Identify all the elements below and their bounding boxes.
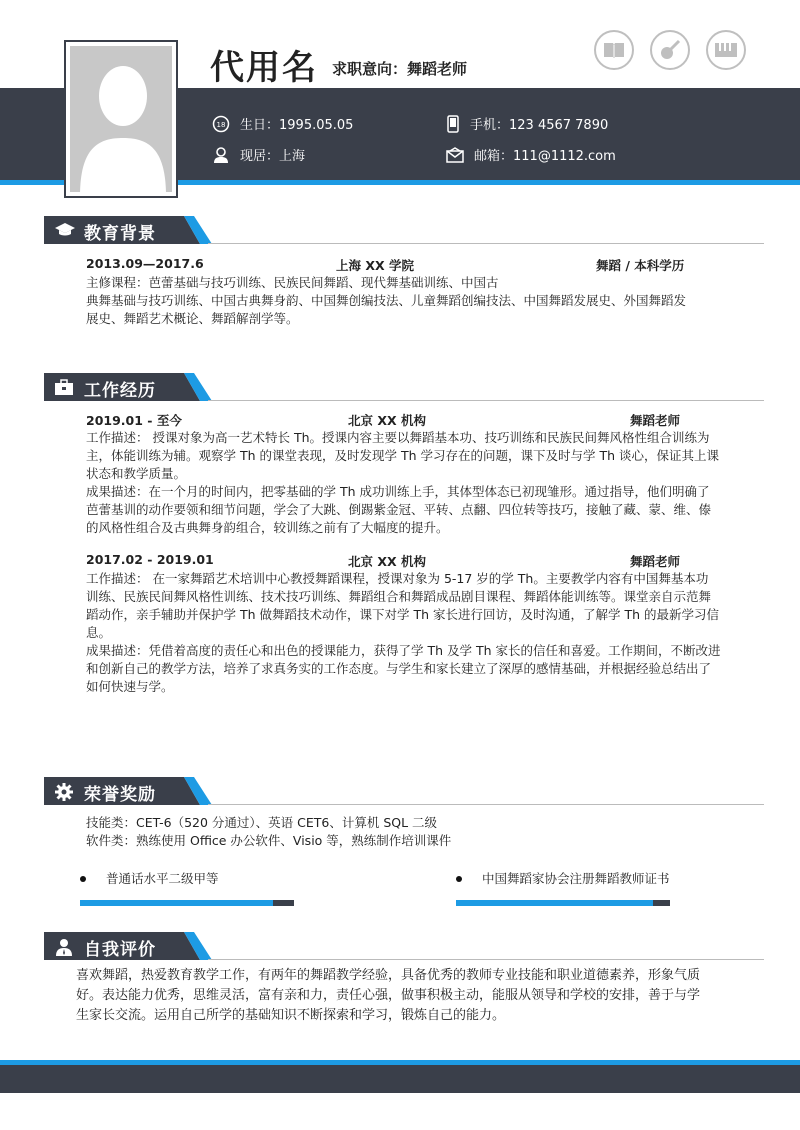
desc-line: 主，体能训练为辅。观察学 Th 的课堂表现，及时发现学 Th 学习存在的问题，课下及时与学 Th 谈心，保证其上课 (86, 448, 720, 463)
courses-line: 展史、舞蹈艺术概论、舞蹈解剖学等。 (86, 311, 299, 326)
job-role: 舞蹈老师 (630, 554, 681, 569)
footer-band (0, 1065, 800, 1093)
email-text: 邮箱：111@1112.com (474, 149, 616, 164)
job-desc-2 (86, 570, 776, 696)
job-row-2 (86, 552, 766, 570)
job-row-1 (86, 411, 766, 429)
desc-line: 和创新自己的教学方法，培养了求真务实的工作态度。与学生和家长建立了深厚的感情基础，并根据经验总结出了 (86, 661, 712, 676)
job-org: 北京 XX 机构 (348, 413, 426, 428)
phone-icon (446, 115, 460, 133)
gear-icon (54, 782, 74, 802)
residence-info (212, 145, 305, 164)
piano-icon (706, 30, 746, 70)
honors-text (86, 814, 776, 850)
courses-line: 典舞基础与技巧训练、中国古典舞身韵、中国舞创编技法、儿童舞蹈创编技法、中国舞蹈发展史、外国舞蹈发 (86, 293, 687, 308)
cert-label: 中国舞蹈家协会注册舞蹈教师证书 (482, 871, 670, 886)
section-honors-header (44, 777, 764, 807)
job-desc-1 (86, 429, 776, 537)
profile-photo (64, 40, 178, 198)
desc-line: 状态和教学质量。 (86, 466, 187, 481)
guitar-icon (650, 30, 690, 70)
desc-line: 息。 (86, 625, 112, 640)
avatar-silhouette-icon (70, 46, 172, 192)
self-line: 生家长交流。运用自己所学的基础知识不断探索和学习，锻炼自己的能力。 (76, 1008, 506, 1023)
cert-label: 普通话水平二级甲等 (106, 871, 219, 886)
desc-line: 蹈动作，亲手辅助并保护学 Th 做舞蹈技术动作，课下对学 Th 家长进行回访，及时沟通，了解学 Th 的最新学习信 (86, 607, 720, 622)
birthday-text: 生日：1995.05.05 (240, 118, 354, 133)
bullet-icon (80, 876, 86, 882)
desc-line: 工作描述： 在一家舞蹈艺术培训中心教授舞蹈课程，授课对象为 5-17 岁的学 Th。主要教学内容有中国舞基本功 (86, 571, 709, 586)
graduation-cap-icon (54, 221, 76, 239)
birthday-info (212, 114, 353, 133)
education-courses (86, 274, 776, 328)
self-line: 喜欢舞蹈，热爱教育教学工作，有两年的舞蹈教学经验，具备优秀的教师专业技能和职业道德素养，形象气质 (76, 968, 701, 983)
section-education-header (44, 216, 764, 246)
book-icon (594, 30, 634, 70)
person-icon (212, 146, 230, 164)
user-icon (54, 937, 74, 957)
desc-line: 成果描述：在一个月的时间内，把零基础的学 Th 成功训练上手，其体型体态已初现雏形。通过指导，他们明确了 (86, 484, 710, 499)
job-role: 舞蹈老师 (630, 413, 681, 428)
mail-icon (446, 147, 464, 163)
desc-line: 工作描述： 授课对象为高一艺术特长 Th。授课内容主要以舞蹈基本功、技巧训练和民族民间舞风格性组合训练为 (86, 430, 710, 445)
job-period: 2019.01 - 至今 (86, 413, 182, 428)
desc-line: 训练、民族民间舞风格性训练、技术技巧训练、舞蹈组合和舞蹈成品剧目课程、舞蹈体能训练等。课堂亲自示范舞 (86, 589, 712, 604)
job-org: 北京 XX 机构 (348, 554, 426, 569)
cert-level-fill (456, 900, 653, 906)
section-work-title: 工作经历 (84, 381, 156, 401)
briefcase-icon (54, 378, 74, 396)
education-degree: 舞蹈 / 本科学历 (596, 258, 685, 273)
svg-text:18: 18 (216, 120, 226, 129)
section-honors-title: 荣誉奖励 (84, 785, 156, 805)
residence-text: 现居：上海 (240, 149, 306, 164)
job-intent: 求职意向：舞蹈老师 (332, 60, 468, 78)
cert-level-bar (80, 900, 294, 906)
section-self-header (44, 932, 764, 962)
cert-level-fill (80, 900, 273, 906)
education-school: 上海 XX 学院 (336, 258, 414, 273)
cert-level-bar (456, 900, 670, 906)
skills-line: 技能类：CET-6（520 分通过）、英语 CET6、计算机 SQL 二级 (86, 815, 438, 830)
desc-line: 成果描述：凭借着高度的责任心和出色的授课能力，获得了学 Th 及学 Th 家长的信任和喜爱。工作期间，不断改进 (86, 643, 721, 658)
bullet-icon (456, 876, 462, 882)
birthday-icon (212, 115, 230, 133)
education-row (86, 256, 766, 274)
section-self-title: 自我评价 (84, 940, 156, 960)
email-info (446, 145, 616, 164)
desc-line: 芭蕾基训的动作要领和细节问题，学会了大跳、倒踢紫金冠、平转、点翻、四位转等技巧，接触了藏、蒙、维、傣 (86, 502, 712, 517)
self-evaluation-text (76, 966, 776, 1026)
section-work-header (44, 373, 764, 403)
cert-item-2 (456, 870, 696, 906)
job-period: 2017.02 - 2019.01 (86, 552, 214, 567)
courses-line: 主修课程：芭蕾基础与技巧训练、民族民间舞蹈、现代舞基础训练、中国古 (86, 275, 499, 290)
phone-info (446, 114, 608, 133)
section-education-title: 教育背景 (84, 224, 156, 244)
software-line: 软件类：熟练使用 Office 办公软件、Visio 等，熟练制作培训课件 (86, 833, 452, 848)
desc-line: 如何快速与学。 (86, 679, 174, 694)
candidate-name: 代用名 (210, 48, 318, 88)
cert-item-1 (80, 870, 300, 906)
education-period: 2013.09—2017.6 (86, 256, 204, 271)
phone-text: 手机：123 4567 7890 (470, 118, 609, 133)
self-line: 好。表达能力优秀，思维灵活，富有亲和力，责任心强，做事积极主动，能服从领导和学校的安排，善于与学 (76, 988, 701, 1003)
desc-line: 的风格性组合及古典舞身韵组合，较训练之前有了大幅度的提升。 (86, 520, 449, 535)
